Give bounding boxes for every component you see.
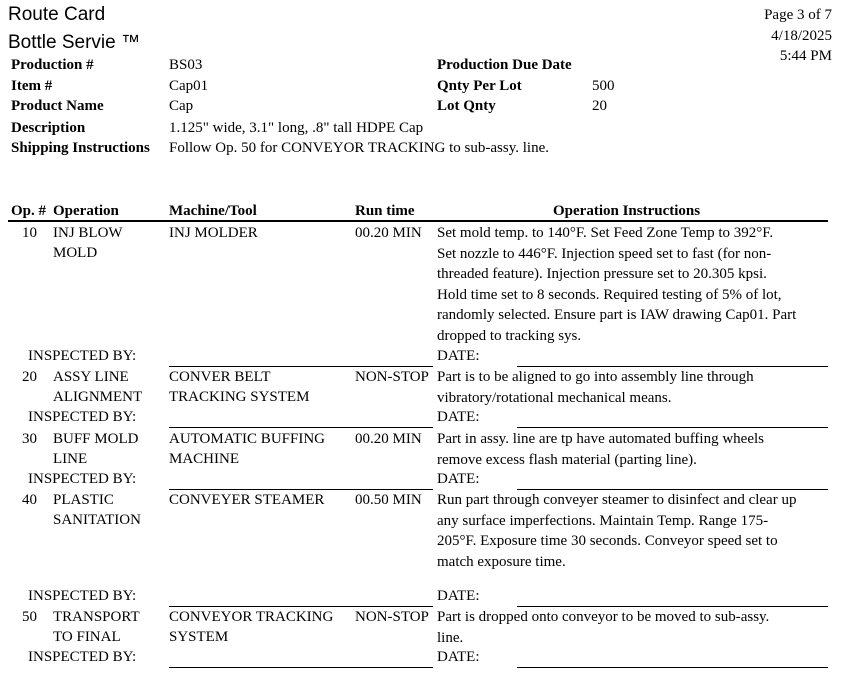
machine-tool-line2: MACHINE: [169, 451, 239, 467]
machine-tool: INJ MOLDER: [169, 225, 258, 241]
op-number: 20: [22, 369, 37, 385]
op-number: 50: [22, 609, 37, 625]
lot-qnty-value: 20: [592, 98, 607, 114]
operation-name-line1: TRANSPORT: [53, 609, 140, 625]
header-rule: [8, 220, 828, 222]
print-date: 4/18/2025: [771, 27, 832, 44]
date-line[interactable]: [517, 427, 828, 428]
machine-tool-line2: SYSTEM: [169, 629, 229, 645]
operation-name-line1: PLASTIC: [53, 492, 114, 508]
page-number: Page 3 of 7: [764, 7, 832, 23]
op-number: 30: [22, 431, 37, 447]
inspected-by-label: INSPECTED BY:: [28, 649, 137, 665]
company-name: Bottle Servie ™: [8, 32, 140, 53]
item-value: Cap01: [169, 78, 209, 94]
qnty-per-lot-value: 500: [592, 78, 615, 94]
item-label: Item #: [11, 78, 53, 94]
date-label: DATE:: [437, 348, 480, 364]
print-time: 5:44 PM: [779, 48, 832, 64]
production-value: BS03: [169, 57, 203, 73]
shipping-label: Shipping Instructions: [11, 140, 150, 156]
date-line[interactable]: [517, 667, 828, 668]
product-name-value: Cap: [169, 98, 194, 114]
route-card-title: Route Card: [8, 4, 106, 25]
op-number: 10: [22, 225, 37, 241]
run-time: 00.50 MIN: [355, 492, 422, 508]
machine-tool-line1: CONVEYOR TRACKING: [169, 609, 334, 625]
machine-tool: CONVEYER STEAMER: [169, 492, 325, 508]
shipping-value: Follow Op. 50 for CONVEYOR TRACKING to sub-assy. line.: [169, 140, 549, 156]
operation-name-line1: ASSY LINE: [53, 369, 129, 385]
inspected-by-label: INSPECTED BY:: [28, 348, 137, 364]
col-instructions: Operation Instructions: [553, 203, 701, 219]
operation-name-line2: SANITATION: [53, 512, 141, 528]
operation-name-line2: TO FINAL: [53, 629, 121, 645]
machine-tool-line2: TRACKING SYSTEM: [169, 389, 310, 405]
operation-name-line2: ALIGNMENT: [53, 389, 143, 405]
operation-instructions: Run part through conveyer steamer to disinfect and clear up any surface imperfections. Maintain Temp. Range 175- 205°F. Exposure time 30 seconds. Conveyor speed set to match exposure time.: [437, 492, 797, 570]
operation-name-line1: BUFF MOLD: [53, 431, 139, 447]
run-time: 00.20 MIN: [355, 431, 422, 447]
date-label: DATE:: [437, 649, 480, 665]
col-machine: Machine/Tool: [169, 203, 257, 219]
op-number: 40: [22, 492, 37, 508]
operation-name-line2: MOLD: [53, 245, 98, 261]
run-time: NON-STOP: [355, 369, 429, 385]
description-value: 1.125" wide, 3.1" long, .8" tall HDPE Cap: [169, 120, 424, 136]
col-op-number: Op. #: [11, 203, 47, 219]
operation-instructions: Set mold temp. to 140°F. Set Feed Zone Temp to 392°F. Set nozzle to 446°F. Injection speed set to fast (for non- threaded feature). Injection pressure set to 20.305 kpsi. Hold time set to 8 seconds. Required testing of 5% of lot, randomly selected. Ensure part is IAW drawing Cap01. Part dropped to tracking sys.: [437, 225, 797, 344]
run-time: 00.20 MIN: [355, 225, 422, 241]
production-label: Production #: [11, 57, 94, 73]
operation-name-line1: INJ BLOW: [53, 225, 123, 241]
operation-instructions: Part is dropped onto conveyor to be moved to sub-assy. line.: [437, 609, 770, 646]
operation-instructions: Part in assy. line are tp have automated buffing wheels remove excess flash material (parting line).: [437, 431, 764, 468]
page-meta: [764, 5, 832, 67]
inspected-by-label: INSPECTED BY:: [28, 588, 137, 604]
inspected-by-label: INSPECTED BY:: [28, 471, 137, 487]
qnty-per-lot-label: Qnty Per Lot: [437, 78, 522, 94]
due-date-label: Production Due Date: [437, 57, 572, 73]
inspected-by-label: INSPECTED BY:: [28, 409, 137, 425]
inspected-by-line[interactable]: [169, 427, 433, 428]
machine-tool-line1: AUTOMATIC BUFFING: [169, 431, 325, 447]
operation-instructions: Part is to be aligned to go into assembly line through vibratory/rotational mechanical means.: [437, 369, 754, 406]
inspected-by-line[interactable]: [169, 667, 433, 668]
date-label: DATE:: [437, 588, 480, 604]
col-run-time: Run time: [355, 203, 415, 219]
operations-table-header: [0, 200, 850, 222]
operation-name-line2: LINE: [53, 451, 88, 467]
product-name-label: Product Name: [11, 98, 104, 114]
run-time: NON-STOP: [355, 609, 429, 625]
description-label: Description: [11, 120, 86, 136]
date-label: DATE:: [437, 409, 480, 425]
lot-qnty-label: Lot Qnty: [437, 98, 496, 114]
date-label: DATE:: [437, 471, 480, 487]
machine-tool-line1: CONVER BELT: [169, 369, 271, 385]
col-operation: Operation: [53, 203, 119, 219]
